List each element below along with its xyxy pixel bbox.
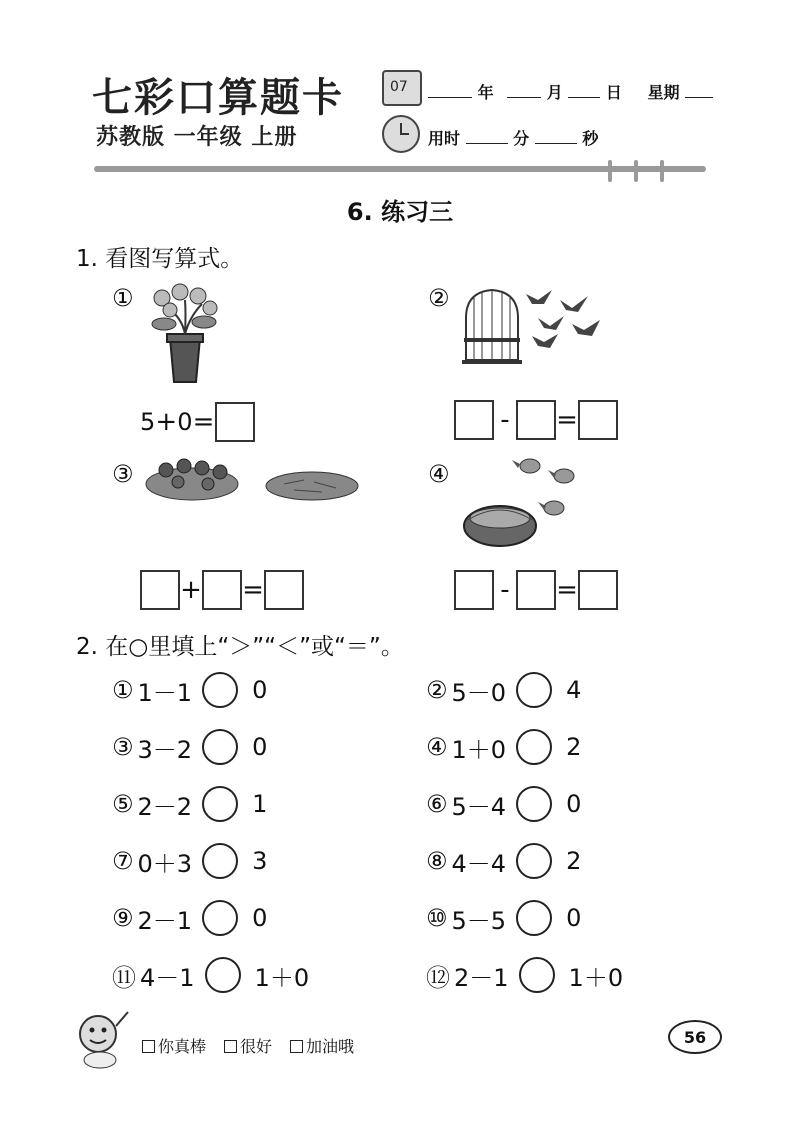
item-number: ② [426,676,448,704]
plus-sign: + [155,407,178,437]
comparison-item [112,955,309,995]
item-number: ⑪ [112,963,136,992]
equation-2 [454,400,618,440]
rating-option-great[interactable]: 你真棒 [142,1034,206,1057]
month-label: 月 [546,83,563,102]
checkbox-icon [142,1040,155,1053]
answer-box[interactable] [516,400,556,440]
minus-sign: - [500,405,510,435]
right-expression: 1＋0 [568,963,624,992]
left-expression: 0＋3 [137,849,193,878]
left-expression: 2－2 [137,792,193,821]
right-expression: 0 [252,733,268,761]
left-expression: 3－2 [137,735,193,764]
birdcage-illustration [460,278,610,368]
answer-circle[interactable] [202,843,238,879]
item-number: ⑥ [426,790,448,818]
day-label: 日 [605,83,622,102]
comparison-item [112,784,267,824]
edition-label: 苏教版 一年级 上册 [96,125,298,150]
day-blank[interactable] [568,83,600,98]
weekday-blank[interactable] [685,83,713,98]
equals-sign: = [556,575,578,605]
seconds-label: 秒 [582,129,599,148]
plus-sign: + [180,575,202,605]
comparison-item [426,898,581,938]
comparison-item [112,898,267,938]
answer-circle[interactable] [205,957,241,993]
answer-box[interactable] [578,570,618,610]
equals-sign: = [192,407,215,437]
header-divider [94,166,706,172]
lesson-title: 6. 练习三 [346,198,454,226]
comparison-item [112,841,267,881]
item-number: ⑩ [426,904,448,932]
left-expression: 5－5 [451,906,507,935]
question-1-title: 1. 看图写算式。 [76,246,244,272]
book-logo: 七彩口算题卡 [92,74,344,121]
self-evaluation [142,1034,354,1057]
answer-circle[interactable] [202,786,238,822]
clock-icon [382,115,420,153]
left-expression: 4－4 [451,849,507,878]
year-blank[interactable] [428,83,472,98]
comparison-item [112,670,267,710]
page-number: 56 [668,1020,722,1054]
nest-birds-illustration [460,454,590,554]
question-2-title: 2. 在○里填上“＞”“＜”或“＝”。 [76,634,404,660]
comparison-item [426,955,623,995]
answer-circle[interactable] [516,672,552,708]
frogs-lily-pads-illustration [144,454,369,504]
comparison-item [426,670,581,710]
right-expression: 0 [566,790,582,818]
year-label: 年 [477,83,494,102]
answer-circle[interactable] [202,900,238,936]
answer-circle[interactable] [516,843,552,879]
right-expression: 0 [252,904,268,932]
answer-box[interactable] [454,570,494,610]
right-expression: 4 [566,676,582,704]
answer-circle[interactable] [516,729,552,765]
seconds-blank[interactable] [535,129,577,144]
answer-box[interactable] [264,570,304,610]
right-expression: 3 [252,847,268,875]
item-number: ⑧ [426,847,448,875]
answer-circle[interactable] [519,957,555,993]
answer-box[interactable] [215,402,255,442]
right-expression: 2 [566,847,582,875]
checkbox-icon [224,1040,237,1053]
checkbox-icon [290,1040,303,1053]
rating-option-good[interactable]: 很好 [224,1034,272,1057]
answer-box[interactable] [454,400,494,440]
date-fields [428,80,713,103]
mascot-illustration [70,1006,134,1070]
equals-sign: = [242,575,264,605]
minutes-blank[interactable] [466,129,508,144]
item-number: ⑨ [112,904,134,932]
weekday-label: 星期 [647,83,680,102]
operand-left: 5 [140,408,156,436]
comparison-item [112,727,267,767]
item-number: ⑦ [112,847,134,875]
time-fields [428,126,598,149]
item-number: ④ [428,460,450,488]
answer-box[interactable] [578,400,618,440]
comparison-item [426,841,581,881]
answer-circle[interactable] [516,786,552,822]
left-expression: 5－0 [451,678,507,707]
minutes-label: 分 [513,129,530,148]
item-number: ⑤ [112,790,134,818]
comparison-item [426,727,581,767]
item-number: ③ [112,733,134,761]
comparison-item [426,784,581,824]
left-expression: 5－4 [451,792,507,821]
left-expression: 1－1 [137,678,193,707]
item-number: ⑫ [426,963,450,992]
equation-3 [140,570,304,610]
divider-ornament [660,160,664,182]
answer-box[interactable] [516,570,556,610]
item-number: ① [112,284,134,312]
item-number: ① [112,676,134,704]
rating-option-try-harder[interactable]: 加油哦 [290,1034,354,1057]
calendar-day: 07 [390,79,408,95]
item-number: ③ [112,460,134,488]
divider-ornament [608,160,612,182]
left-expression: 4－1 [140,963,195,992]
right-expression: 1 [252,790,268,818]
month-blank[interactable] [507,83,541,98]
right-expression: 1＋0 [254,963,310,992]
time-used-label: 用时 [428,129,461,148]
equation-1 [140,402,255,442]
left-expression: 2－1 [454,963,509,992]
equals-sign: = [556,405,578,435]
operand-right: 0 [177,408,193,436]
flower-pot-illustration [140,278,220,386]
right-expression: 0 [252,676,268,704]
calendar-icon [382,70,422,106]
equation-4 [454,570,618,610]
answer-box[interactable] [202,570,242,610]
right-expression: 0 [566,904,582,932]
answer-box[interactable] [140,570,180,610]
item-number: ④ [426,733,448,761]
right-expression: 2 [566,733,582,761]
left-expression: 1＋0 [451,735,507,764]
answer-circle[interactable] [202,672,238,708]
minus-sign: - [500,575,510,605]
divider-ornament [634,160,638,182]
answer-circle[interactable] [516,900,552,936]
answer-circle[interactable] [202,729,238,765]
left-expression: 2－1 [137,906,193,935]
item-number: ② [428,284,450,312]
